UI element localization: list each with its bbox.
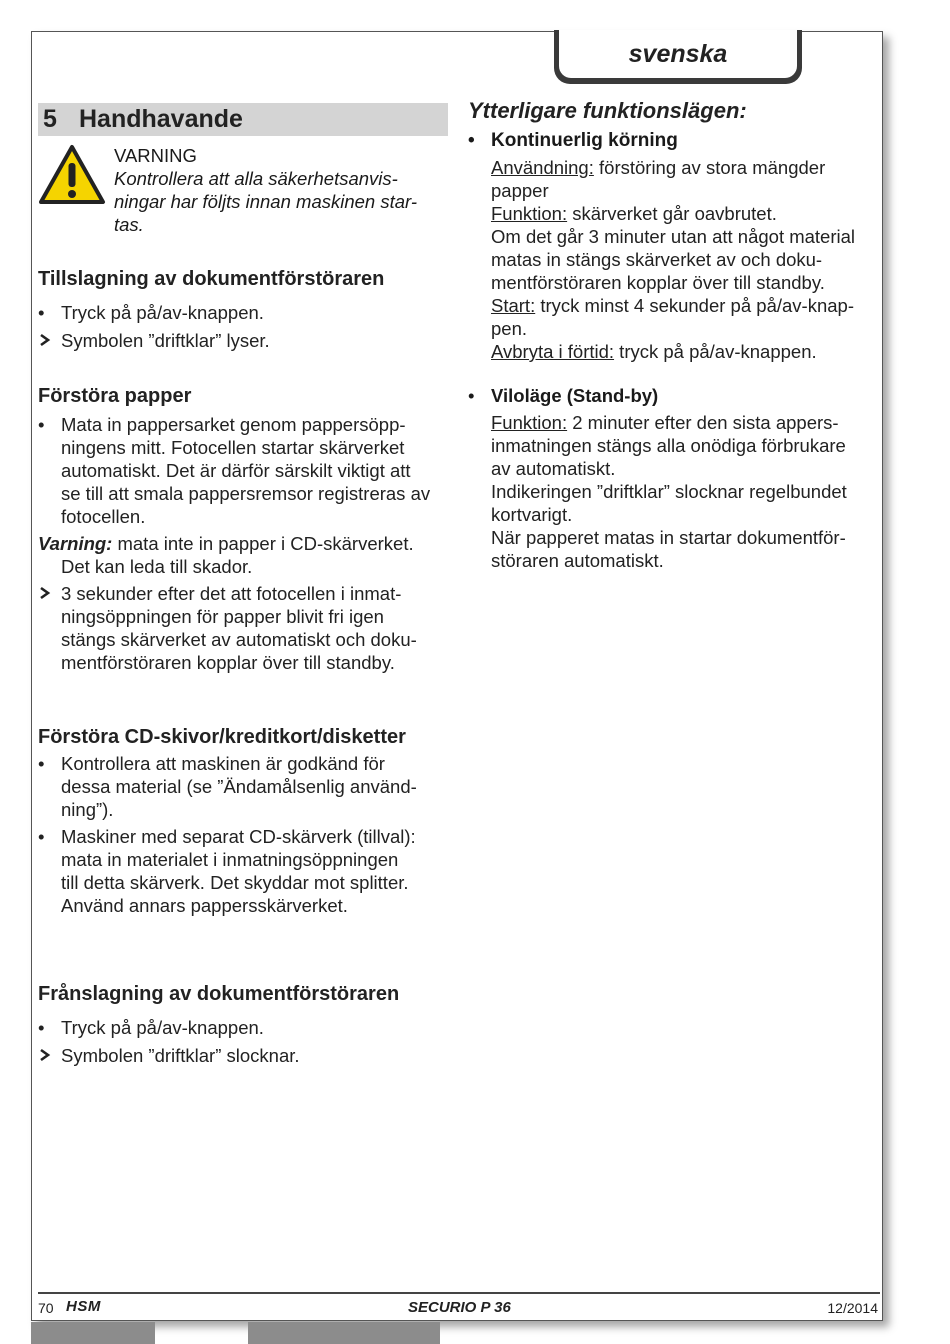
section-heading-shred-paper: Förstöra papper	[38, 385, 192, 407]
standby-body: Funktion: 2 minuter efter den sista appers- inmatningen stängs alla onödiga förbrukare av automatiskt. Indikeringen ”driftklar” slocknar regelbundet kortvarigt. När papperet matas in startar dokumentför- störaren automatiskt.	[491, 412, 847, 571]
arrow-right-icon	[38, 329, 61, 352]
list-item: Symbolen ”driftklar” slocknar.	[38, 1044, 448, 1067]
warning-text	[114, 144, 417, 236]
list-item: 3 sekunder efter det att fotocellen i inmat- ningsöppningen för papper blivit fri igen stängs skärverket av automatiskt och doku- mentförstöraren kopplar över till standby.	[38, 582, 448, 674]
warning-triangle-icon	[38, 144, 114, 206]
right-title: Ytterligare funktionslägen:	[468, 98, 747, 123]
list-item: • Mata in pappersarket genom pappersöpp- ningens mitt. Fotocellen startar skärverket automatiskt. Det är därför särskilt viktigt att se till att smala pappersremsor registreras av fotocellen.	[38, 413, 448, 528]
chapter-title: Handhavande	[79, 105, 243, 133]
arrow-right-icon	[38, 1044, 61, 1067]
bullet-icon	[38, 413, 61, 528]
warning-title: VARNING	[114, 145, 197, 166]
footer-rule	[38, 1292, 880, 1294]
bottom-tab	[31, 1322, 155, 1344]
section-heading-switch-on: Tillslagning av dokumentförstöraren	[38, 268, 385, 290]
bullet-icon	[38, 825, 61, 917]
left-column	[38, 103, 448, 1067]
list-item: Symbolen ”driftklar” lyser.	[38, 329, 448, 352]
footer	[38, 1298, 878, 1318]
bullet-icon	[38, 752, 61, 821]
right-column	[468, 96, 873, 572]
arrow-right-icon	[38, 582, 61, 674]
warning-line: tas.	[114, 214, 144, 235]
continuous-heading: • Kontinuerlig körning	[468, 130, 678, 151]
warning-line: Kontrollera att alla säkerhetsanvis-	[114, 168, 398, 189]
section-heading-shred-cd: Förstöra CD-skivor/kreditkort/disketter	[38, 726, 406, 748]
bullet-icon: •	[468, 130, 475, 151]
edition-date: 12/2014	[827, 1300, 878, 1316]
list-item: • Tryck på på/av-knappen.	[38, 1016, 448, 1039]
language-label: svenska	[559, 30, 797, 78]
warning-line: ningar har följts innan maskinen star-	[114, 191, 418, 212]
bullet-icon: •	[468, 385, 475, 406]
paper-warning: Varning: mata inte in papper i CD-skärverket. Det kan leda till skador.	[38, 533, 414, 577]
bullet-icon	[38, 301, 61, 324]
standby-heading: • Viloläge (Stand-by)	[468, 385, 659, 406]
warning-block	[38, 144, 448, 236]
page-number: 70	[38, 1300, 54, 1316]
section-heading-switch-off: Frånslagning av dokumentförstöraren	[38, 983, 400, 1005]
list-item: • Kontrollera att maskinen är godkänd för dessa material (se ”Ändamålsenlig använd- ning”).	[38, 752, 448, 821]
language-tab	[554, 30, 802, 84]
list-item: • Maskiner med separat CD-skärverk (tillval): mata in materialet i inmatningsöppningen till detta skärverk. Det skyddar mot splitter. Använd annars pappersskärverket.	[38, 825, 448, 917]
model-name: SECURIO P 36	[408, 1299, 511, 1316]
bottom-tab	[248, 1322, 440, 1344]
chapter-number: 5	[43, 105, 57, 133]
brand-logo: HSM	[66, 1298, 101, 1315]
continuous-body: Användning: förstöring av stora mängder papper Funktion: skärverket går oavbrutet. Om det går 3 minuter utan att något material matas in stängs skärverket av och doku- mentförstöraren kopplar över till standby. Start: tryck minst 4 sekunder på på/av-knap- pen. Avbryta i förtid: tryck på på/av-knappen.	[491, 157, 856, 362]
list-item: • Tryck på på/av-knappen.	[38, 301, 448, 324]
bullet-icon	[38, 1016, 61, 1039]
paper-warning-label: Varning:	[38, 533, 113, 554]
chapter-heading	[38, 103, 448, 136]
